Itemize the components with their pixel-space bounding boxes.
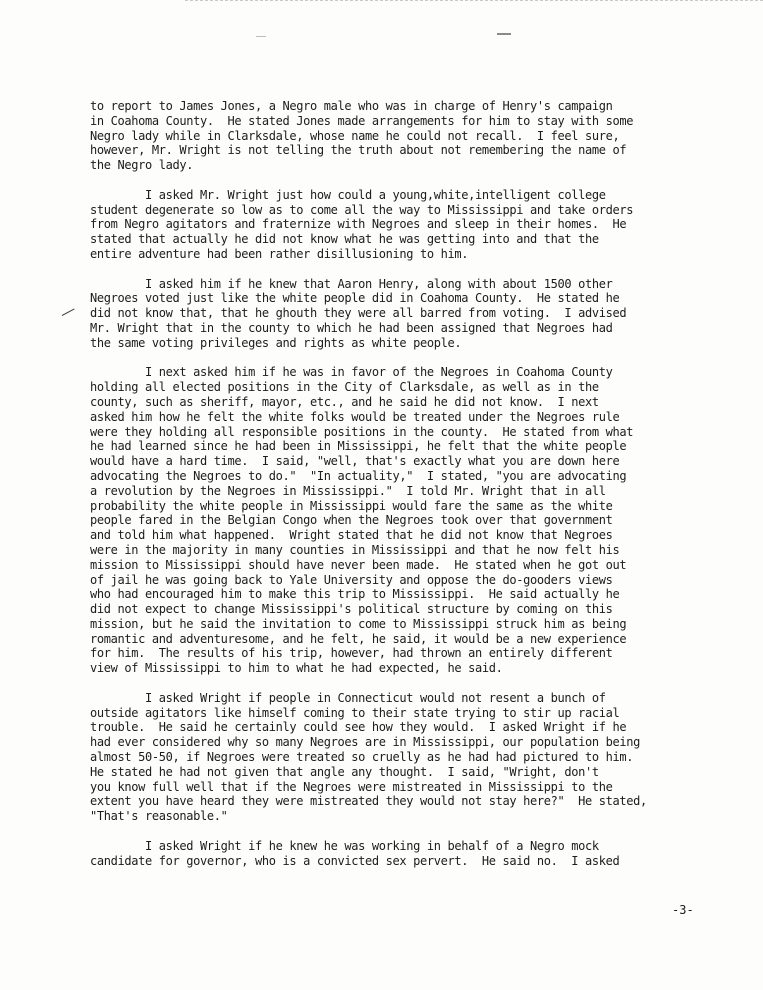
typed-body-text xyxy=(90,99,700,868)
text-line: you know full well that if the Negroes were mistreated in Mississippi to the xyxy=(90,779,613,794)
text-line: for him. The results of his trip, however, had thrown an entirely different xyxy=(90,646,613,661)
text-line: were in the majority in many counties in Mississippi and that he now felt his xyxy=(90,542,620,557)
text-line: who had encouraged him to make this trip to Mississippi. He said actually he xyxy=(90,587,620,602)
paragraph xyxy=(90,99,700,173)
top-edge-rule xyxy=(185,0,763,1)
text-line: Negro lady while in Clarksdale, whose name he could not recall. I feel sure, xyxy=(90,128,620,143)
text-line: of jail he was going back to Yale University and oppose the do-gooders views xyxy=(90,572,613,587)
paragraph-gap xyxy=(90,262,700,277)
paragraph xyxy=(90,365,700,676)
text-line: did not know that, that he ghouth they were all barred from voting. I advised xyxy=(90,306,627,321)
text-line: I asked him if he knew that Aaron Henry, along with about 1500 other xyxy=(90,276,613,291)
text-line: a revolution by the Negroes in Mississippi." I told Mr. Wright that in all xyxy=(90,483,606,498)
text-line: had ever considered why so many Negroes are in Mississippi, our population being xyxy=(90,735,640,750)
text-line: romantic and adventuresome, and he felt, he said, it would be a new experience xyxy=(90,631,627,646)
text-line: the Negro lady. xyxy=(90,158,194,173)
text-line: I asked Mr. Wright just how could a young,white,intelligent college xyxy=(90,187,606,202)
text-line: the same voting privileges and rights as white people. xyxy=(90,335,462,350)
stray-mark xyxy=(497,33,511,35)
text-line: people fared in the Belgian Congo when the Negroes took over that government xyxy=(90,513,613,528)
text-line: He stated he had not given that angle any thought. I said, "Wright, don't xyxy=(90,764,599,779)
text-line: I asked Wright if he knew he was working in behalf of a Negro mock xyxy=(90,838,599,853)
text-line: Mr. Wright that in the county to which he had been assigned that Negroes had xyxy=(90,320,613,335)
text-line: I asked Wright if people in Connecticut would not resent a bunch of xyxy=(90,690,606,705)
paragraph-gap xyxy=(90,173,700,188)
text-line: Negroes voted just like the white people did in Coahoma County. He stated he xyxy=(90,291,620,306)
text-line: in Coahoma County. He stated Jones made arrangements for him to stay with some xyxy=(90,113,634,128)
text-line: I next asked him if he was in favor of the Negroes in Coahoma County xyxy=(90,365,613,380)
text-line: student degenerate so low as to come all the way to Mississippi and take orders xyxy=(90,202,634,217)
text-line: almost 50-50, if Negroes were treated so cruelly as he had had pictured to him. xyxy=(90,750,634,765)
text-line: did not expect to change Mississippi's political structure by coming on this xyxy=(90,602,613,617)
text-line: however, Mr. Wright is not telling the truth about not remembering the name of xyxy=(90,143,627,158)
text-line: view of Mississippi to him to what he had expected, he said. xyxy=(90,661,503,676)
paragraph xyxy=(90,691,700,824)
page-number: -3- xyxy=(672,903,694,917)
paragraph xyxy=(90,188,700,262)
text-line: to report to James Jones, a Negro male who was in charge of Henry's campaign xyxy=(90,99,613,113)
paragraph xyxy=(90,277,700,351)
text-line: county, such as sheriff, mayor, etc., and he said he did not know. I next xyxy=(90,394,599,409)
text-line: and told him what happened. Wright stated that he did not know that Negroes xyxy=(90,528,613,543)
stray-mark xyxy=(256,36,266,37)
text-line: entire adventure had been rather disillusioning to him. xyxy=(90,246,469,261)
text-line: trouble. He said he certainly could see how they would. I asked Wright if he xyxy=(90,720,627,735)
paragraph-gap xyxy=(90,824,700,839)
text-line: candidate for governor, who is a convicted sex pervert. He said no. I asked xyxy=(90,853,620,868)
paragraph xyxy=(90,839,700,869)
text-line: advocating the Negroes to do." "In actuality," I stated, "you are advocating xyxy=(90,468,627,483)
text-line: holding all elected positions in the City of Clarksdale, as well as in the xyxy=(90,380,599,395)
text-line: mission to Mississippi should have never been made. He stated when he got out xyxy=(90,557,627,572)
text-line: extent you have heard they were mistreated they would not stay here?" He stated, xyxy=(90,794,647,809)
text-line: probability the white people in Mississippi would fare the same as the white xyxy=(90,498,613,513)
text-line: asked him how he felt the white folks would be treated under the Negroes rule xyxy=(90,409,620,424)
text-line: stated that actually he did not know what he was getting into and that the xyxy=(90,232,599,247)
text-line: were they holding all responsible positions in the county. He stated from what xyxy=(90,424,634,439)
paragraph-gap xyxy=(90,676,700,691)
text-line: he had learned since he had been in Mississippi, he felt that the white people xyxy=(90,439,627,454)
text-line: mission, but he said the invitation to come to Mississippi struck him as being xyxy=(90,616,627,631)
margin-check-mark xyxy=(62,308,75,315)
paragraph-gap xyxy=(90,351,700,366)
text-line: outside agitators like himself coming to their state trying to stir up racial xyxy=(90,705,620,720)
text-line: from Negro agitators and fraternize with Negroes and sleep in their homes. He xyxy=(90,217,627,232)
text-line: "That's reasonable." xyxy=(90,809,228,824)
text-line: would have a hard time. I said, "well, that's exactly what you are down here xyxy=(90,454,620,469)
